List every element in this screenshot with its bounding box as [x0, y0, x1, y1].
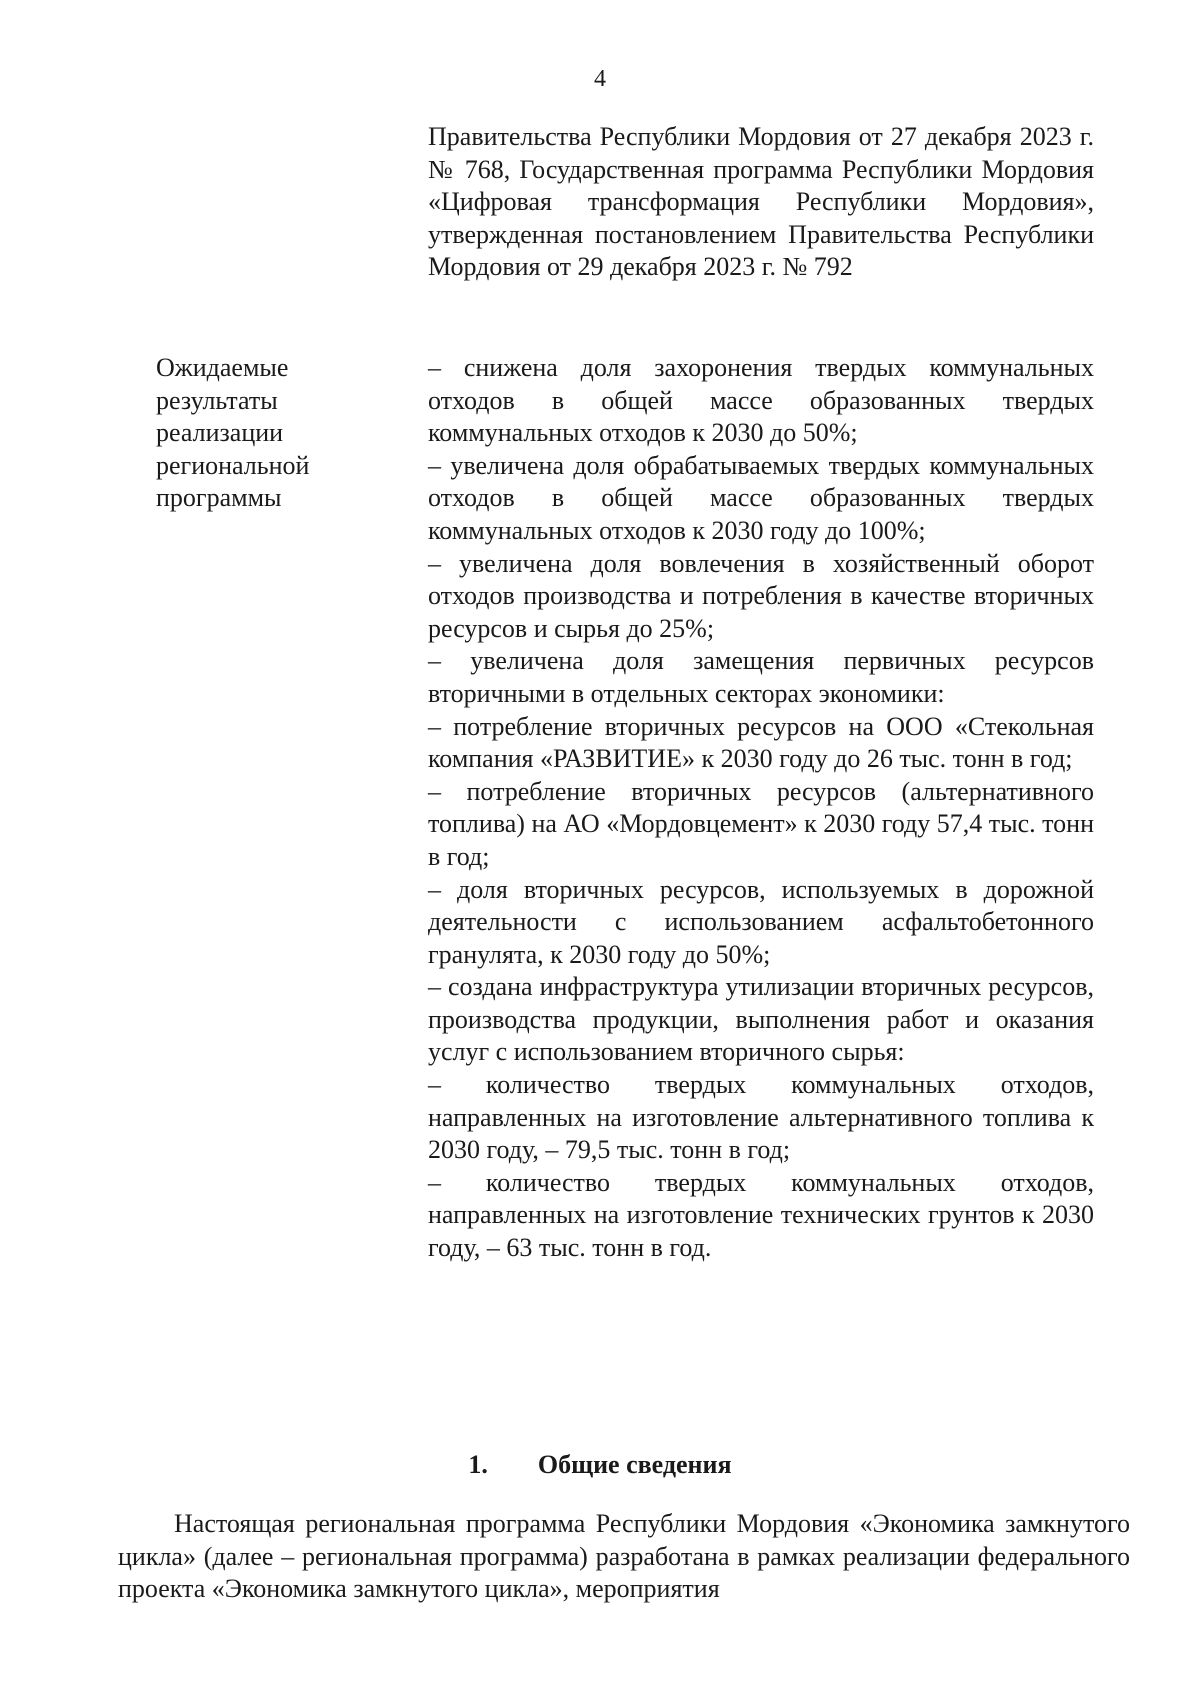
- section-heading: [0, 1448, 1200, 1482]
- result-item: – увеличена доля вовлечения в хозяйственный оборот отходов производства и потребления в качестве вторичных ресурсов и сырья до 25%;: [428, 548, 1094, 643]
- section-body-paragraph: Настоящая региональная программа Республики Мордовия «Экономика замкнутого цикла» (далее – региональная программа) разработана в рамках реализации федерального проекта «Экономика замкнутого цикла», мероприятия: [118, 1509, 1130, 1604]
- section-title: Общие сведения: [537, 1450, 732, 1479]
- result-item: – увеличена доля замещения первичных ресурсов вторичными в отдельных секторах экономики:: [428, 646, 1094, 708]
- result-item: – создана инфраструктура утилизации вторичных ресурсов, производства продукции, выполнения работ и оказания услуг с использованием вторичного сырья:: [428, 972, 1094, 1067]
- result-item: – количество твердых коммунальных отходов, направленных на изготовление альтернативного топлива к 2030 году, – 79,5 тыс. тонн в год;: [428, 1070, 1094, 1165]
- result-item: – количество твердых коммунальных отходов, направленных на изготовление технических грунтов к 2030 году, – 63 тыс. тонн в год.: [428, 1167, 1094, 1263]
- expected-results-label: Ожидаемые результаты реализации региональной программы: [156, 353, 310, 513]
- previous-row-continuation: Правительства Республики Мордовия от 27 декабря 2023 г. № 768, Государственная программа Республики Мордовия «Цифровая трансформация Республики Мордовия», утвержденная постановлением Правительства Республики Мордовия от 29 декабря 2023 г. № 792: [428, 122, 1094, 282]
- section-number: 1.: [468, 1450, 488, 1479]
- result-item: – потребление вторичных ресурсов (альтернативного топлива) на АО «Мордовцемент» к 2030 году 57,4 тыс. тонн в год;: [428, 776, 1094, 871]
- result-item: – снижена доля захоронения твердых коммунальных отходов в общей массе образованных твердых коммунальных отходов к 2030 до 50%;: [428, 353, 1094, 448]
- result-item: – доля вторичных ресурсов, используемых в дорожной деятельности с использованием асфальтобетонного гранулята, к 2030 году до 50%;: [428, 874, 1094, 969]
- result-item: – увеличена доля обрабатываемых твердых коммунальных отходов в общей массе образованных твердых коммунальных отходов к 2030 году до 100%;: [428, 450, 1094, 545]
- result-item: – потребление вторичных ресурсов на ООО «Стекольная компания «РАЗВИТИЕ» к 2030 году до 26 тыс. тонн в год;: [428, 711, 1094, 774]
- expected-results-list: [428, 352, 1094, 1265]
- page-number: 4: [594, 66, 606, 92]
